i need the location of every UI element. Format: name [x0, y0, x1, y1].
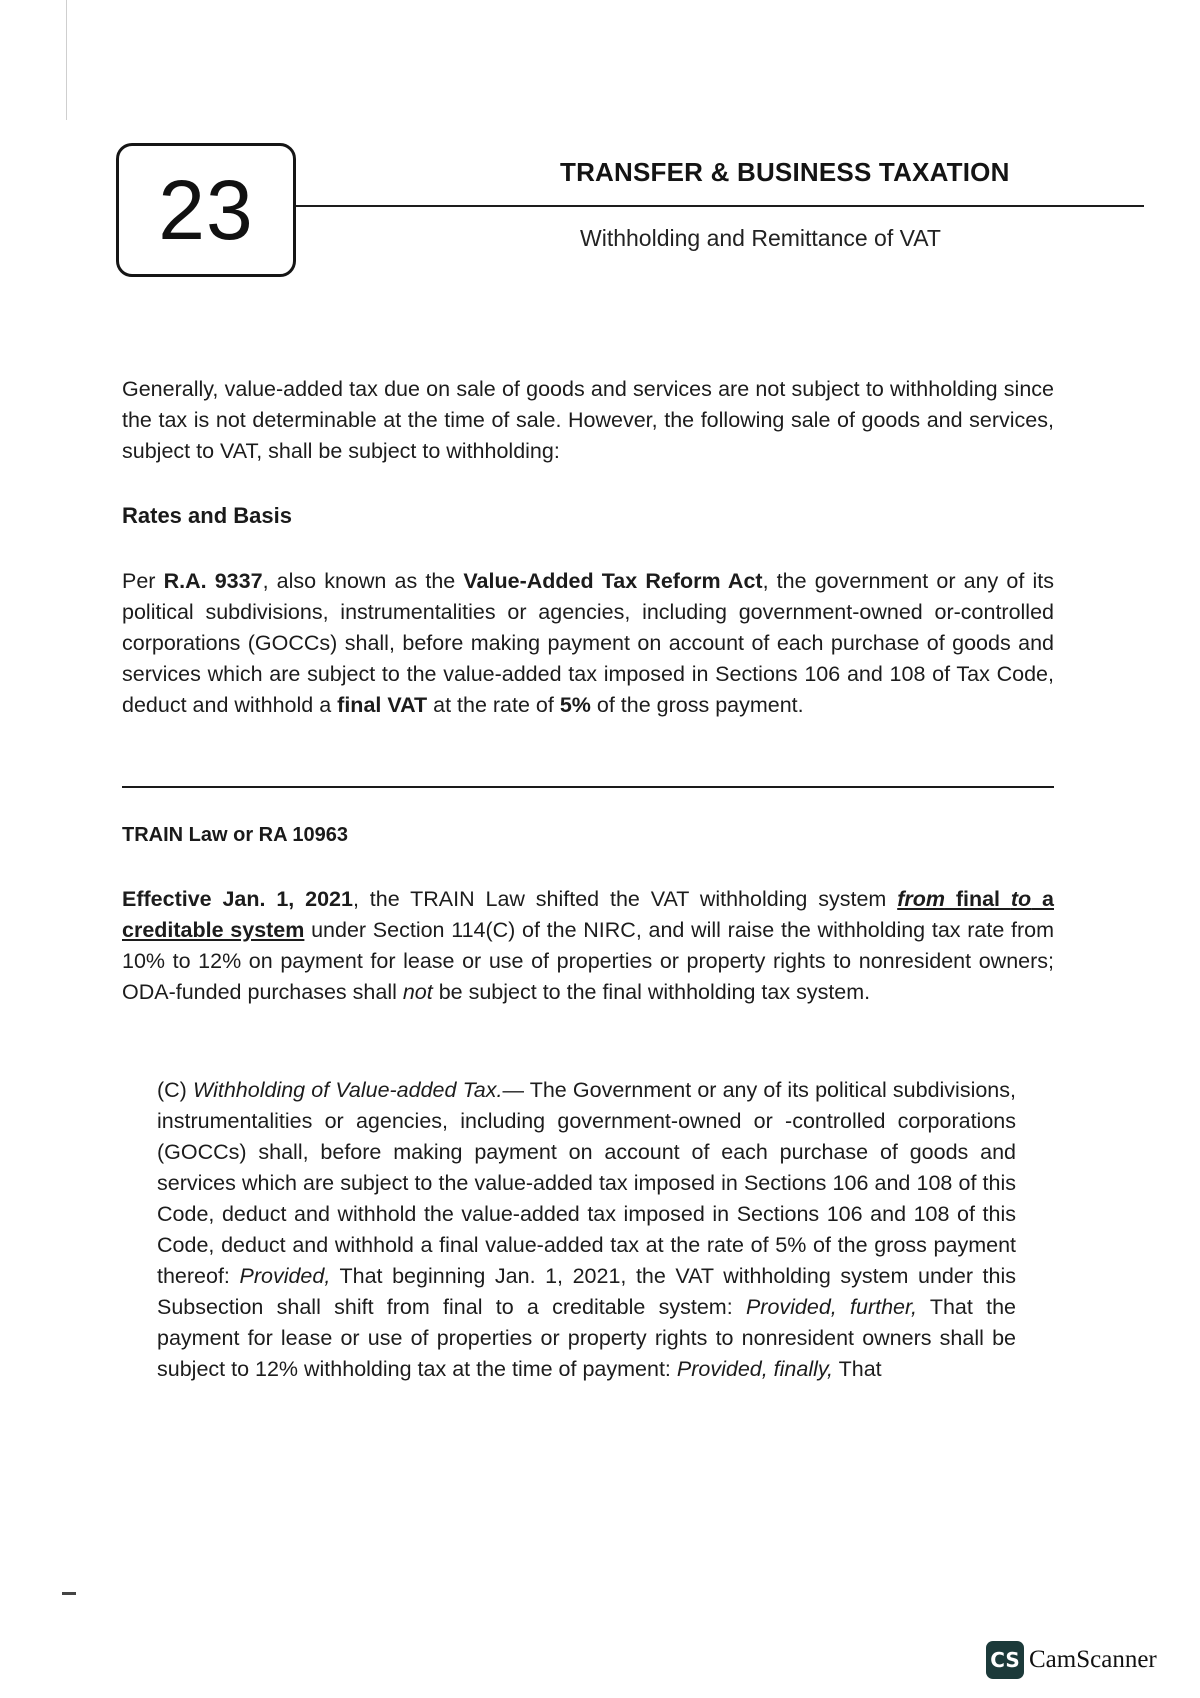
- train-heading: TRAIN Law or RA 10963: [122, 824, 348, 846]
- rates-paragraph: Per R.A. 9337, also known as the Value-Added Tax Reform Act, the government or any of its political subdivisions, instrumentalities or agencies, including government-owned or-controlled corporations (GOCCs) shall, before making payment on account of each purchase of goods and services which are subject to the value-added tax imposed in Sections 106 and 108 of Tax Code, deduct and withhold a final VAT at the rate of 5% of the gross payment.: [122, 569, 1054, 717]
- chapter-number: 23: [158, 163, 254, 257]
- vat-reform-act: Value-Added Tax Reform Act: [463, 569, 763, 593]
- rates-heading: Rates and Basis: [122, 503, 292, 528]
- chapter-number-box: [116, 143, 296, 277]
- scan-edge-line: [66, 0, 67, 120]
- train-paragraph: Effective Jan. 1, 2021, the TRAIN Law shifted the VAT withholding system from final to a creditable system under Section 114(C) of the NIRC, and will raise the withholding tax rate from 10% to 12% on payment for lease or use of properties or property rights to nonresident owners; ODA-funded purchases shall not be subject to the final withholding tax system.: [122, 887, 1054, 1004]
- nirc-quote-paragraph: (C) Withholding of Value-added Tax.— The Government or any of its political subdivisions, instrumentalities or agencies, including government-owned or -controlled corporations (GOCCs) shall, before making payment on account of each purchase of goods and services which are subject to the value-added tax imposed in Sections 106 and 108 of this Code, deduct and withhold the value-added tax imposed in Sections 106 and 108 of this Code, deduct and withhold a final value-added tax at the rate of 5% of the gross payment thereof: Provided, That beginning Jan. 1, 2021, the VAT withholding system under this Subsection shall shift from final to a creditable system: Provided, further, That the payment for lease or use of properties or property rights to nonresident owners shall be subject to 12% withholding tax at the time of payment: Provided, finally, That: [157, 1078, 1017, 1381]
- header-rule: [296, 205, 1144, 207]
- effective-date: Effective Jan. 1, 2021: [122, 887, 353, 911]
- creditable-system: creditable system: [122, 918, 305, 942]
- scan-mark: [62, 1592, 76, 1595]
- camscanner-watermark: [986, 1640, 1157, 1680]
- intro-paragraph: Generally, value-added tax due on sale of goods and services are not subject to withholding since the tax is not determinable at the time of sale. However, the following sale of goods and services, subject to VAT, shall be subject to withholding:: [122, 377, 1054, 463]
- chapter-subtitle: Withholding and Remittance of VAT: [580, 225, 941, 251]
- camscanner-name: CamScanner: [1029, 1646, 1157, 1673]
- ra-9337: R.A. 9337: [163, 569, 263, 593]
- camscanner-logo-icon: CS: [986, 1641, 1024, 1679]
- quote-title: Withholding of Value-added Tax.: [192, 1078, 503, 1102]
- book-title: TRANSFER & BUSINESS TAXATION: [560, 157, 1010, 187]
- final-vat: final VAT: [337, 693, 428, 717]
- rate-5-percent: 5%: [559, 693, 591, 717]
- section-divider: [122, 786, 1054, 788]
